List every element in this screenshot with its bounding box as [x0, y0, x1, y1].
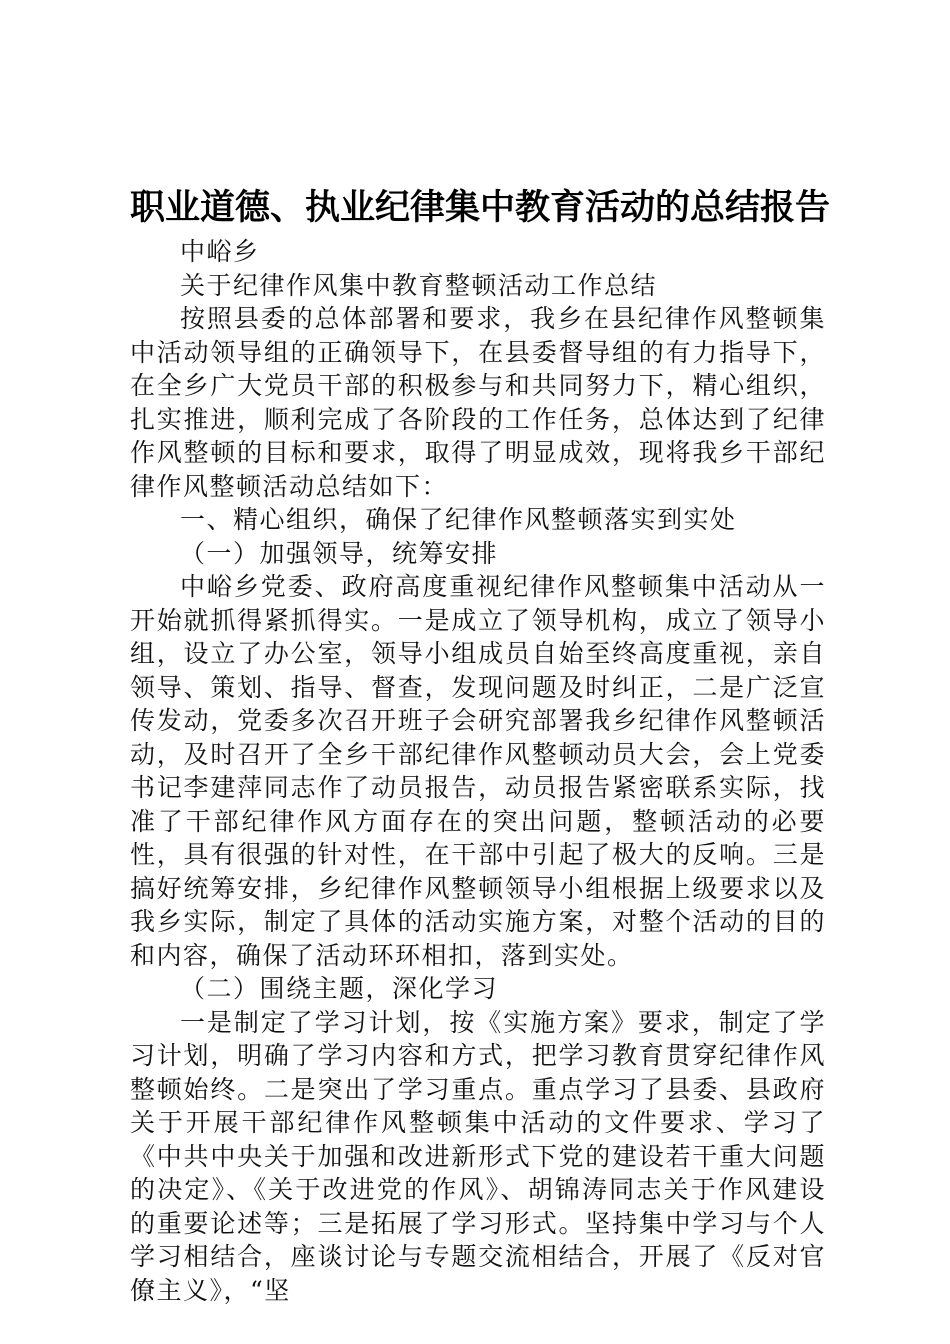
paragraph-intro: 按照县委的总体部署和要求，我乡在县纪律作风整顿集中活动领导组的正确领导下，在县委督导组的有力指导下，在全乡广大党员干部的积极参与和共同努力下，精心组织，扎实推进，顺利完成了各阶段的工作任务，总体达到了纪律作风整顿的目标和要求，取得了明显成效，现将我乡干部纪律作风整顿活动总结如下：: [130, 304, 826, 501]
document-body: [130, 235, 826, 1307]
paragraph-study: 一是制定了学习计划，按《实施方案》要求，制定了学习计划，明确了学习内容和方式，把学习教育贯穿纪律作风整顿始终。二是突出了学习重点。重点学习了县委、县政府关于开展干部纪律作风整顿集中活动的文件要求、学习了《中共中央关于加强和改进新形式下党的建设若干重大问题的决定》、《关于改进党的作风》、胡锦涛同志关于作风建设的重要论述等；三是拓展了学习形式。坚持集中学习与个人学习相结合，座谈讨论与专题交流相结合，开展了《反对官僚主义》，“坚: [130, 1007, 826, 1305]
paragraph-township: 中峪乡: [180, 237, 260, 266]
paragraph-leadership: 中峪乡党委、政府高度重视纪律作风整顿集中活动从一开始就抓得紧抓得实。一是成立了领导机构，成立了领导小组，设立了办公室，领导小组成员自始至终高度重视，亲自领导、策划、指导、督查，发现问题及时纠正，二是广泛宣传发动，党委多次召开班子会研究部署我乡纪律作风整顿活动，及时召开了全乡干部纪律作风整顿动员大会，会上党委书记李建萍同志作了动员报告，动员报告紧密联系实际，找准了干部纪律作风方面存在的突出问题，整顿活动的必要性，具有很强的针对性，在干部中引起了极大的反响。三是搞好统筹安排，乡纪律作风整顿领导小组根据上级要求以及我乡实际，制定了具体的活动实施方案，对整个活动的目的和内容，确保了活动环环相扣，落到实处。: [130, 572, 826, 970]
subsection-heading-1: （一）加强领导，统筹安排: [180, 538, 499, 568]
document-title: 职业道德、执业纪律集中教育活动的总结报告: [129, 187, 830, 228]
subsection-heading-2: （二）围绕主题，深化学习: [180, 974, 499, 1003]
paragraph-subtitle: 关于纪律作风集中教育整顿活动工作总结: [180, 270, 658, 300]
section-heading-1: 一、精心组织，确保了纪律作风整顿落实到实处: [180, 505, 737, 534]
